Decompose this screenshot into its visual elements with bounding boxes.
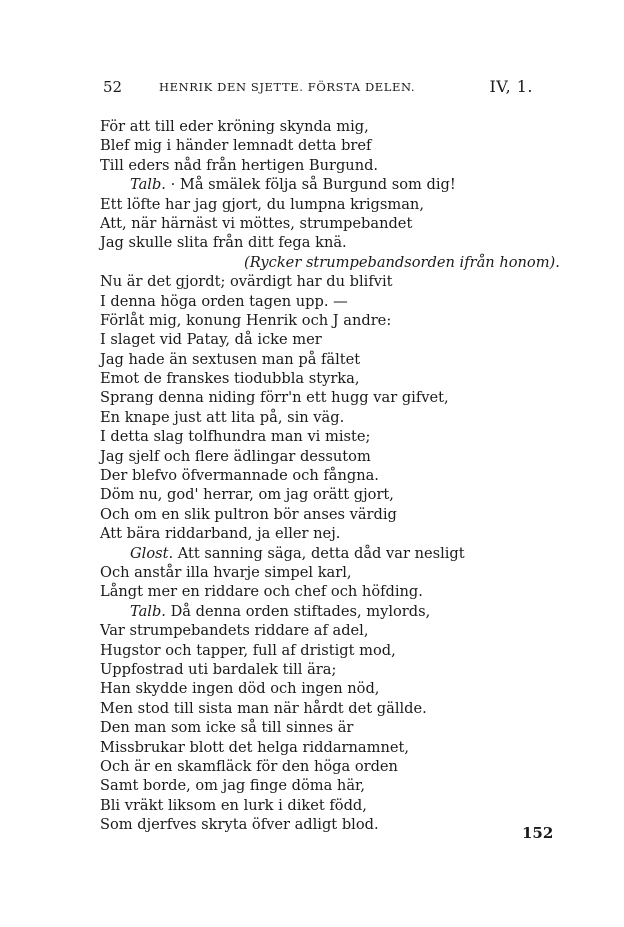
verse-text: Och anstår illa hvarje simpel karl, (100, 563, 352, 581)
verse-text: Och är en skamfläck för den höga orden (100, 757, 398, 775)
verse-line (0, 311, 624, 330)
verse-text: Der blefvo öfvermannade och fångna. (100, 467, 379, 485)
verse-line (0, 466, 624, 485)
verse-text: Han skydde ingen död och ingen nöd, (100, 680, 380, 698)
verse-text: Bli vräkt liksom en lurk i diket född, (100, 796, 367, 814)
verse-line (0, 369, 624, 388)
verse-line (0, 718, 624, 737)
running-header (103, 78, 533, 100)
verse-line (0, 117, 624, 136)
verse-text: Men stod till sista man när hårdt det gällde. (100, 699, 427, 717)
verse-line (0, 524, 624, 543)
page-number: 52 (103, 78, 123, 96)
verse-line (0, 485, 624, 504)
verse-text: Missbrukar blott det helga riddarnamnet, (100, 738, 409, 756)
verse-line (0, 292, 624, 311)
verse-text: Att, när härnäst vi möttes, strumpebandet (100, 214, 413, 232)
verse-line (0, 582, 624, 601)
verse-line (0, 679, 624, 698)
verse-line (0, 195, 624, 214)
verse-line (0, 253, 624, 272)
verse-text: Att bära riddarband, ja eller nej. (100, 525, 341, 543)
verse-text: I slaget vid Patay, då icke mer (100, 331, 322, 349)
signature-mark: 152 (522, 824, 554, 842)
speech-line (130, 544, 465, 563)
verse-text: För att till eder kröning skynda mig, (100, 118, 369, 135)
verse-line (0, 505, 624, 524)
verse-text: Förlåt mig, konung Henrik och J andre: (100, 311, 392, 329)
verse-line (0, 330, 624, 349)
verse-line (0, 272, 624, 291)
verse-text: En knape just att lita på, sin väg. (100, 408, 345, 426)
verse-text: Samt borde, om jag finge döma här, (100, 777, 366, 795)
verse-text: Döm nu, god' herrar, om jag orätt gjort, (100, 486, 394, 504)
verse-text: Sprang denna niding förr'n ett hugg var gifvet, (100, 389, 449, 407)
verse-line (0, 136, 624, 155)
speech-text: Att sanning säga, detta dåd var nesligt (173, 544, 465, 562)
speech-line (130, 175, 456, 194)
verse-text: Ett löfte har jag gjort, du lumpna krigsman, (100, 195, 424, 213)
verse-line (0, 660, 624, 679)
verse-line (0, 602, 624, 621)
verse-line (0, 738, 624, 757)
act-scene: IV, 1. (489, 77, 533, 96)
verse-text: Emot de franskes tiodubbla styrka, (100, 370, 360, 388)
verse-line (0, 175, 624, 194)
verse-body (0, 117, 624, 834)
verse-text: Den man som icke så till sinnes är (100, 719, 354, 737)
verse-text: Långt mer en riddare och chef och höfding. (100, 583, 423, 601)
speaker-name: Talb. (130, 602, 166, 620)
speech-line (130, 602, 430, 621)
verse-text: Var strumpebandets riddare af adel, (100, 622, 369, 640)
verse-text: Nu är det gjordt; ovärdigt har du blifvit (100, 273, 393, 291)
verse-text: Till eders nåd från hertigen Burgund. (100, 156, 379, 174)
verse-line (0, 350, 624, 369)
running-title: HENRIK DEN SJETTE. FÖRSTA DELEN. (159, 80, 416, 94)
speaker-name: Talb. (130, 176, 166, 194)
verse-text: Hugstor och tapper, full af dristigt mod, (100, 641, 396, 659)
verse-text: Jag sjelf och flere ädlingar dessutom (100, 447, 371, 465)
verse-line (0, 544, 624, 563)
verse-text: Som djerfves skryta öfver adligt blod. (100, 816, 379, 834)
verse-line (0, 757, 624, 776)
verse-text: Och om en slik pultron bör anses värdig (100, 505, 397, 523)
verse-text: Jag hade än sextusen man på fältet (100, 350, 361, 368)
verse-line (0, 388, 624, 407)
verse-text: I detta slag tolfhundra man vi miste; (100, 428, 371, 446)
verse-line (0, 776, 624, 795)
speech-text: · Må smälek följa så Burgund som dig! (165, 176, 456, 194)
verse-text: Jag skulle slita från ditt fega knä. (100, 234, 347, 252)
verse-text: Blef mig i händer lemnadt detta bref (100, 137, 372, 155)
stage-direction: (Rycker strumpebandsorden ifrån honom). (244, 253, 560, 271)
verse-line (0, 156, 624, 175)
verse-text: I denna höga orden tagen upp. — (100, 292, 348, 310)
verse-line (0, 447, 624, 466)
verse-line (0, 563, 624, 582)
verse-line (0, 796, 624, 815)
verse-line (0, 427, 624, 446)
verse-line (0, 699, 624, 718)
verse-line (0, 233, 624, 252)
verse-line (0, 214, 624, 233)
speech-text: Då denna orden stiftades, mylords, (165, 602, 431, 620)
verse-line (0, 641, 624, 660)
verse-line (0, 408, 624, 427)
verse-text: Uppfostrad uti bardalek till ära; (100, 660, 337, 678)
speaker-name: Glost. (130, 544, 174, 562)
verse-line (0, 621, 624, 640)
